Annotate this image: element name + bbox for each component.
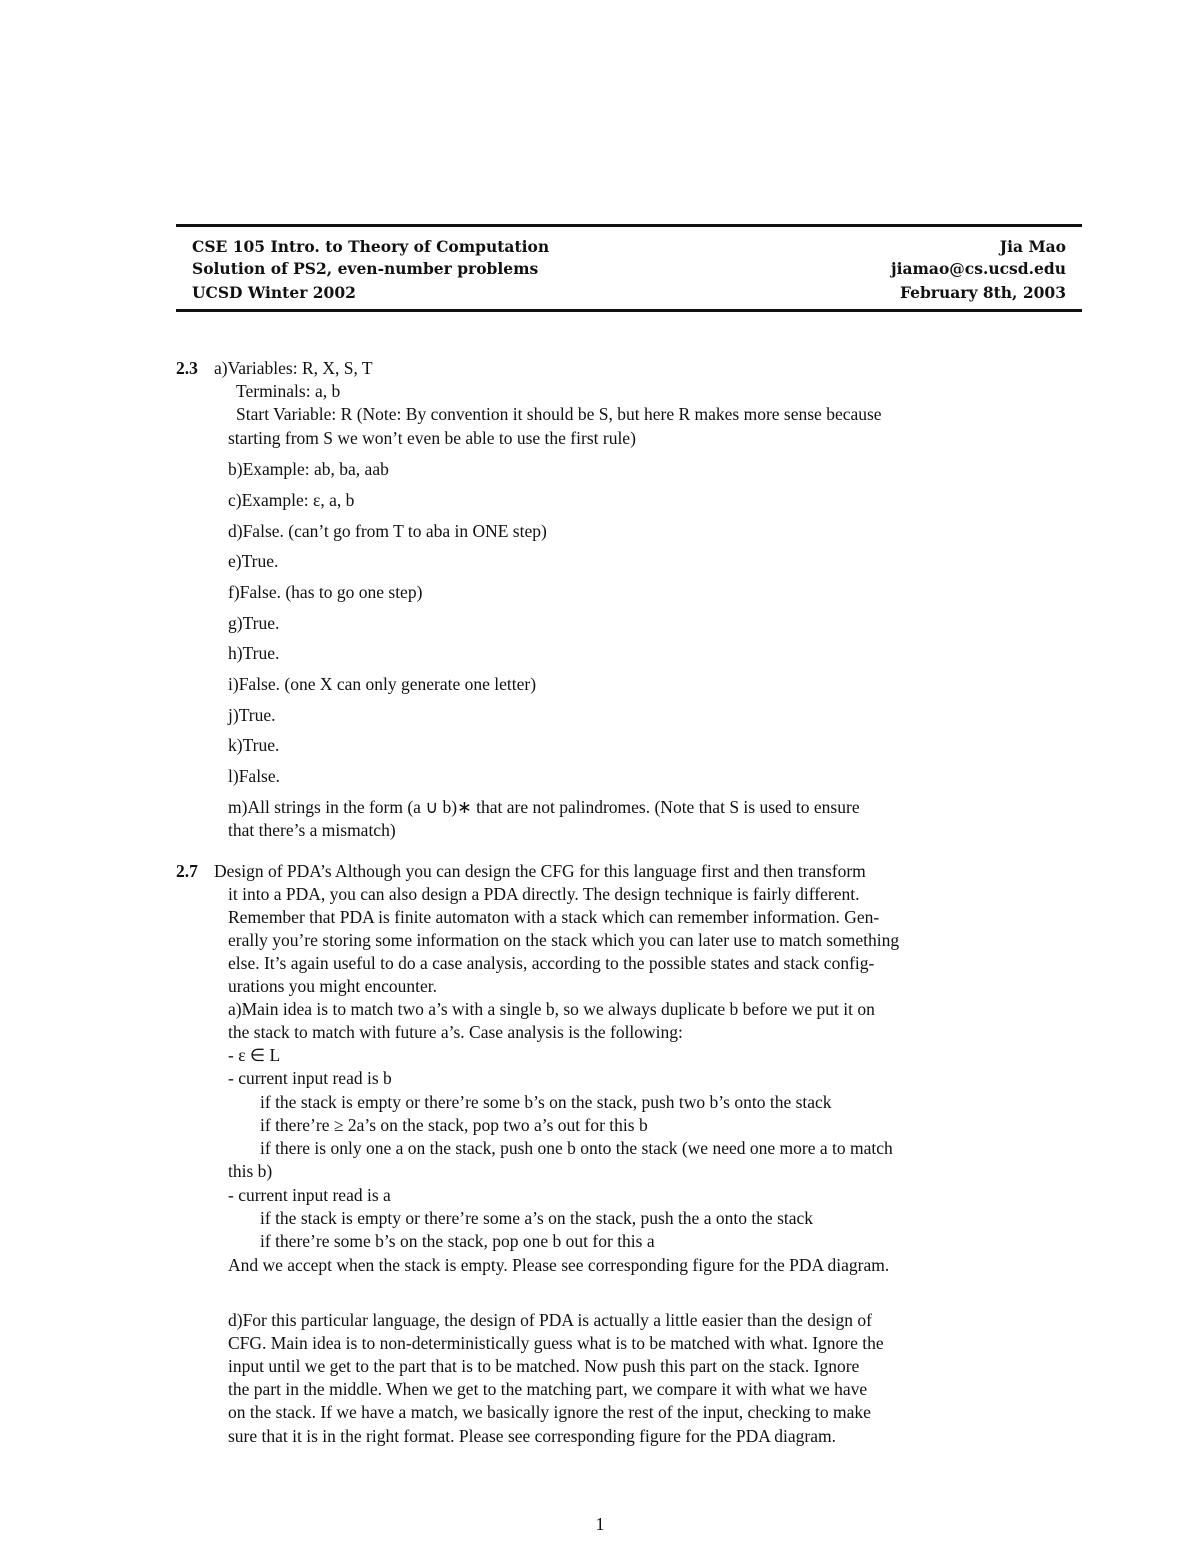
accept-condition: And we accept when the stack is empty. Please see corresponding figure for the PDA diagram. [228,1255,890,1275]
case-read-a: - current input read is a [228,1185,391,1205]
answer-e: e)True. [228,551,279,571]
intro-line6: urations you might encounter. [228,976,437,996]
header-bottom-rule [176,309,1082,312]
page-number: 1 [595,1514,605,1534]
document-header [192,236,1066,304]
part-d-line3: input until we get to the part that is to be matched. Now push this part on the stack. Ignore [228,1356,860,1376]
author-name: Jia Mao [999,237,1066,256]
part-d-line1: d)For this particular language, the design of PDA is actually a little easier than the design of [228,1310,872,1330]
answer-h: h)True. [228,643,280,663]
case-b-empty: if the stack is empty or there’re some b’s on the stack, push two b’s onto the stack [260,1092,832,1112]
case-b-one-a-line2: this b) [228,1161,273,1181]
part-d-line6: sure that it is in the right format. Please see corresponding figure for the PDA diagram. [228,1426,836,1446]
case-b-two-a: if there’re ≥ 2a’s on the stack, pop two a’s out for this b [260,1115,648,1135]
answer-j: j)True. [228,705,276,725]
part-d-line5: on the stack. If we have a match, we basically ignore the rest of the input, checking to make [228,1402,871,1422]
case-read-b: - current input read is b [228,1068,392,1088]
case-a-some-b: if there’re some b’s on the stack, pop one b out for this a [260,1231,655,1251]
case-b-one-a-line1: if there is only one a on the stack, push one b onto the stack (we need one more a to match [260,1138,893,1158]
intro-line5: else. It’s again useful to do a case analysis, according to the possible states and stack config- [228,953,875,973]
answer-a-line4: starting from S we won’t even be able to use the first rule) [228,428,636,448]
course-title: CSE 105 Intro. to Theory of Computation [192,237,550,256]
part-a-line2: the stack to match with future a’s. Case analysis is the following: [228,1022,683,1042]
date: February 8th, 2003 [899,283,1066,302]
answer-a-line1: a)Variables: R, X, S, T [214,358,373,378]
answer-m-line1: m)All strings in the form (a ∪ b)∗ that are not palindromes. (Note that S is used to ensure [228,797,860,817]
problem-number: 2.3 [176,358,198,378]
intro-line3: Remember that PDA is finite automaton with a stack which can remember information. Gen- [228,907,880,927]
case-a-empty: if the stack is empty or there’re some a’s on the stack, push the a onto the stack [260,1208,814,1228]
case-epsilon: - ε ∈ L [228,1045,281,1065]
intro-line2: it into a PDA, you can also design a PDA directly. The design technique is fairly different. [228,884,860,904]
intro-line4: erally you’re storing some information on the stack which you can later use to match something [228,930,900,950]
answer-k: k)True. [228,735,280,755]
assignment-subtitle: Solution of PS2, even-number problems [192,259,539,278]
answer-a-line2: Terminals: a, b [236,381,341,401]
part-a-line1: a)Main idea is to match two a’s with a single b, so we always duplicate b before we put it on [228,999,875,1019]
answer-c: c)Example: ε, a, b [228,490,355,510]
problem-number: 2.7 [176,861,198,881]
author-email: jiamao@cs.ucsd.edu [890,259,1066,278]
header-top-rule [176,224,1082,227]
answer-a-line3: Start Variable: R (Note: By convention it should be S, but here R makes more sense because [236,404,882,424]
answer-f: f)False. (has to go one step) [228,582,423,602]
term: UCSD Winter 2002 [192,283,356,302]
answer-b: b)Example: ab, ba, aab [228,459,389,479]
part-d-line2: CFG. Main idea is to non-deterministically guess what is to be matched with what. Ignore the [228,1333,884,1353]
intro-line1: Design of PDA’s Although you can design the CFG for this language first and then transform [214,861,866,881]
part-d-line4: the part in the middle. When we get to the matching part, we compare it with what we have [228,1379,868,1399]
answer-d: d)False. (can’t go from T to aba in ONE step) [228,521,547,541]
answer-g: g)True. [228,613,280,633]
answer-m-line2: that there’s a mismatch) [228,820,396,840]
answer-l: l)False. [228,766,281,786]
answer-i: i)False. (one X can only generate one letter) [228,674,537,694]
